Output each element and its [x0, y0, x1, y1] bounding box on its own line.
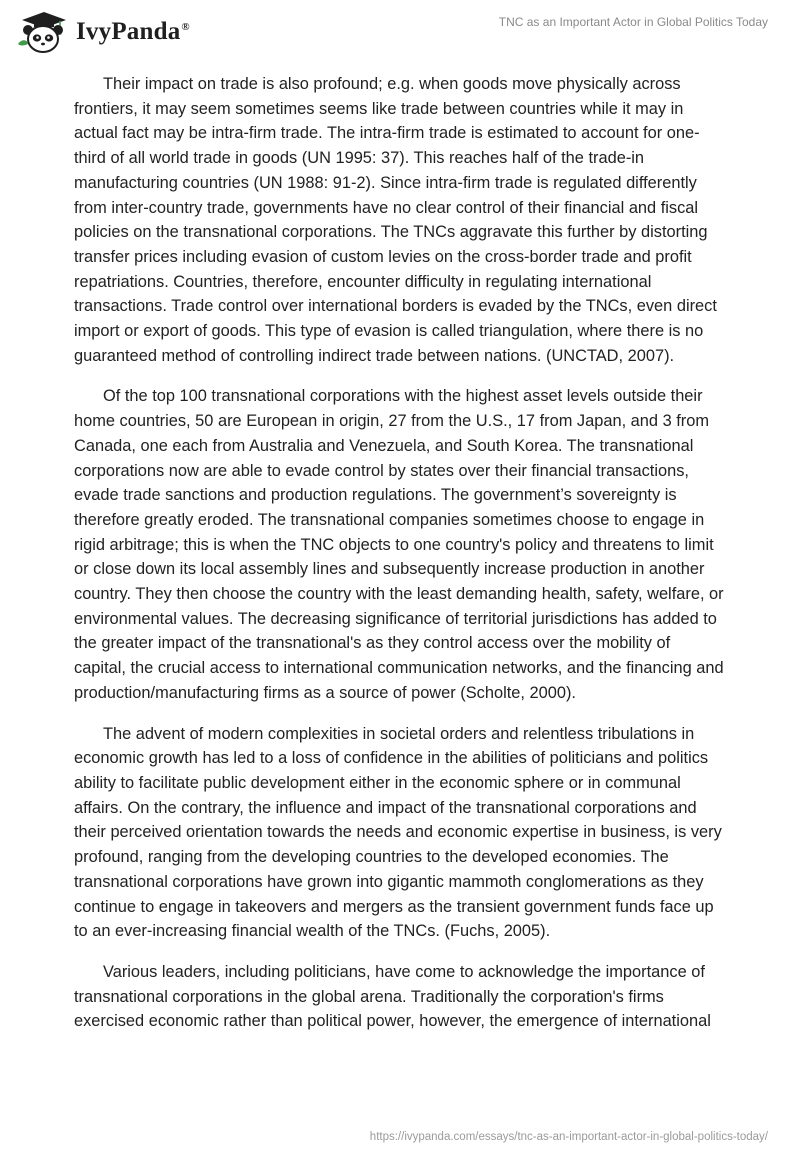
- document-title: TNC as an Important Actor in Global Politics Today: [498, 15, 768, 29]
- paragraph: Of the top 100 transnational corporations with the highest asset levels outside their home countries, 50 are European in origin, 27 from the U.S., 17 from Japan, and 3 from Canada, one each from Australia and Venezuela, and South Korea. The transnational corporations now are able to evade control by states over their financial transactions, evade trade sanctions and production regulations. The government’s sovereignty is therefore greatly eroded. The transnational companies sometimes choose to engage in rigid arbitrage; this is when the TNC objects to one country's policy and threatens to limit or close down its local assembly lines and subsequently increase production in another country. They then choose the country with the least demanding health, safety, welfare, or environmental values. The decreasing significance of territorial jurisdictions has added to the greater impact of the transnational's as they control access over the mobility of capital, the crucial access to international communication networks, and the financing and production/manufacturing firms as a source of power (Scholte, 2000).: [74, 387, 724, 702]
- logo-wordmark: IvyPanda®: [76, 18, 190, 45]
- panda-graduate-icon: [14, 10, 70, 54]
- page-header: [0, 0, 800, 60]
- essay-body: [74, 72, 724, 1050]
- paragraph: The advent of modern complexities in societal orders and relentless tribulations in economic growth has led to a loss of confidence in the abilities of politicians and politics ability to facilitate public development either in the economic sphere or in communal affairs. On the contrary, the influence and impact of the transnational corporations and their perceived orientation towards the needs and economic expertise in business, is very profound, ranging from the developing countries to the developed economies. The transnational corporations have grown into gigantic mammoth conglomerations as they continue to engage in takeovers and mergers as the transient government funds face up to an ever-increasing financial wealth of the TNCs. (Fuchs, 2005).: [74, 724, 722, 941]
- paragraph: Their impact on trade is also profound; e.g. when goods move physically across frontiers, it may seem sometimes seems like trade between countries while it may in actual fact may be intra-firm trade. The intra-firm trade is estimated to account for one-third of all world trade in goods (UN 1995: 37). This reaches half of the trade-in manufacturing countries (UN 1988: 91-2). Since intra-firm trade is regulated differently from inter-country trade, governments have no clear control of their financial and fiscal policies on the transnational corporations. The TNCs aggravate this further by distorting transfer prices including evasion of custom levies on the cross-border trade and profit repatriations. Countries, therefore, encounter difficulty in regulating international transactions. Trade control over international borders is evaded by the TNCs, even direct import or export of goods. This type of evasion is called triangulation, where there is no guaranteed method of controlling indirect trade between nations. (UNCTAD, 2007).: [74, 75, 717, 365]
- source-url-link[interactable]: https://ivypanda.com/essays/tnc-as-an-important-actor-in-global-politics-today/: [369, 1131, 768, 1143]
- paragraph: Various leaders, including politicians, have come to acknowledge the importance of transnational corporations in the global arena. Traditionally the corporation's firms exercised economic rather than political power, however, the emergence of international: [74, 962, 711, 1031]
- ivypanda-logo[interactable]: [14, 10, 190, 54]
